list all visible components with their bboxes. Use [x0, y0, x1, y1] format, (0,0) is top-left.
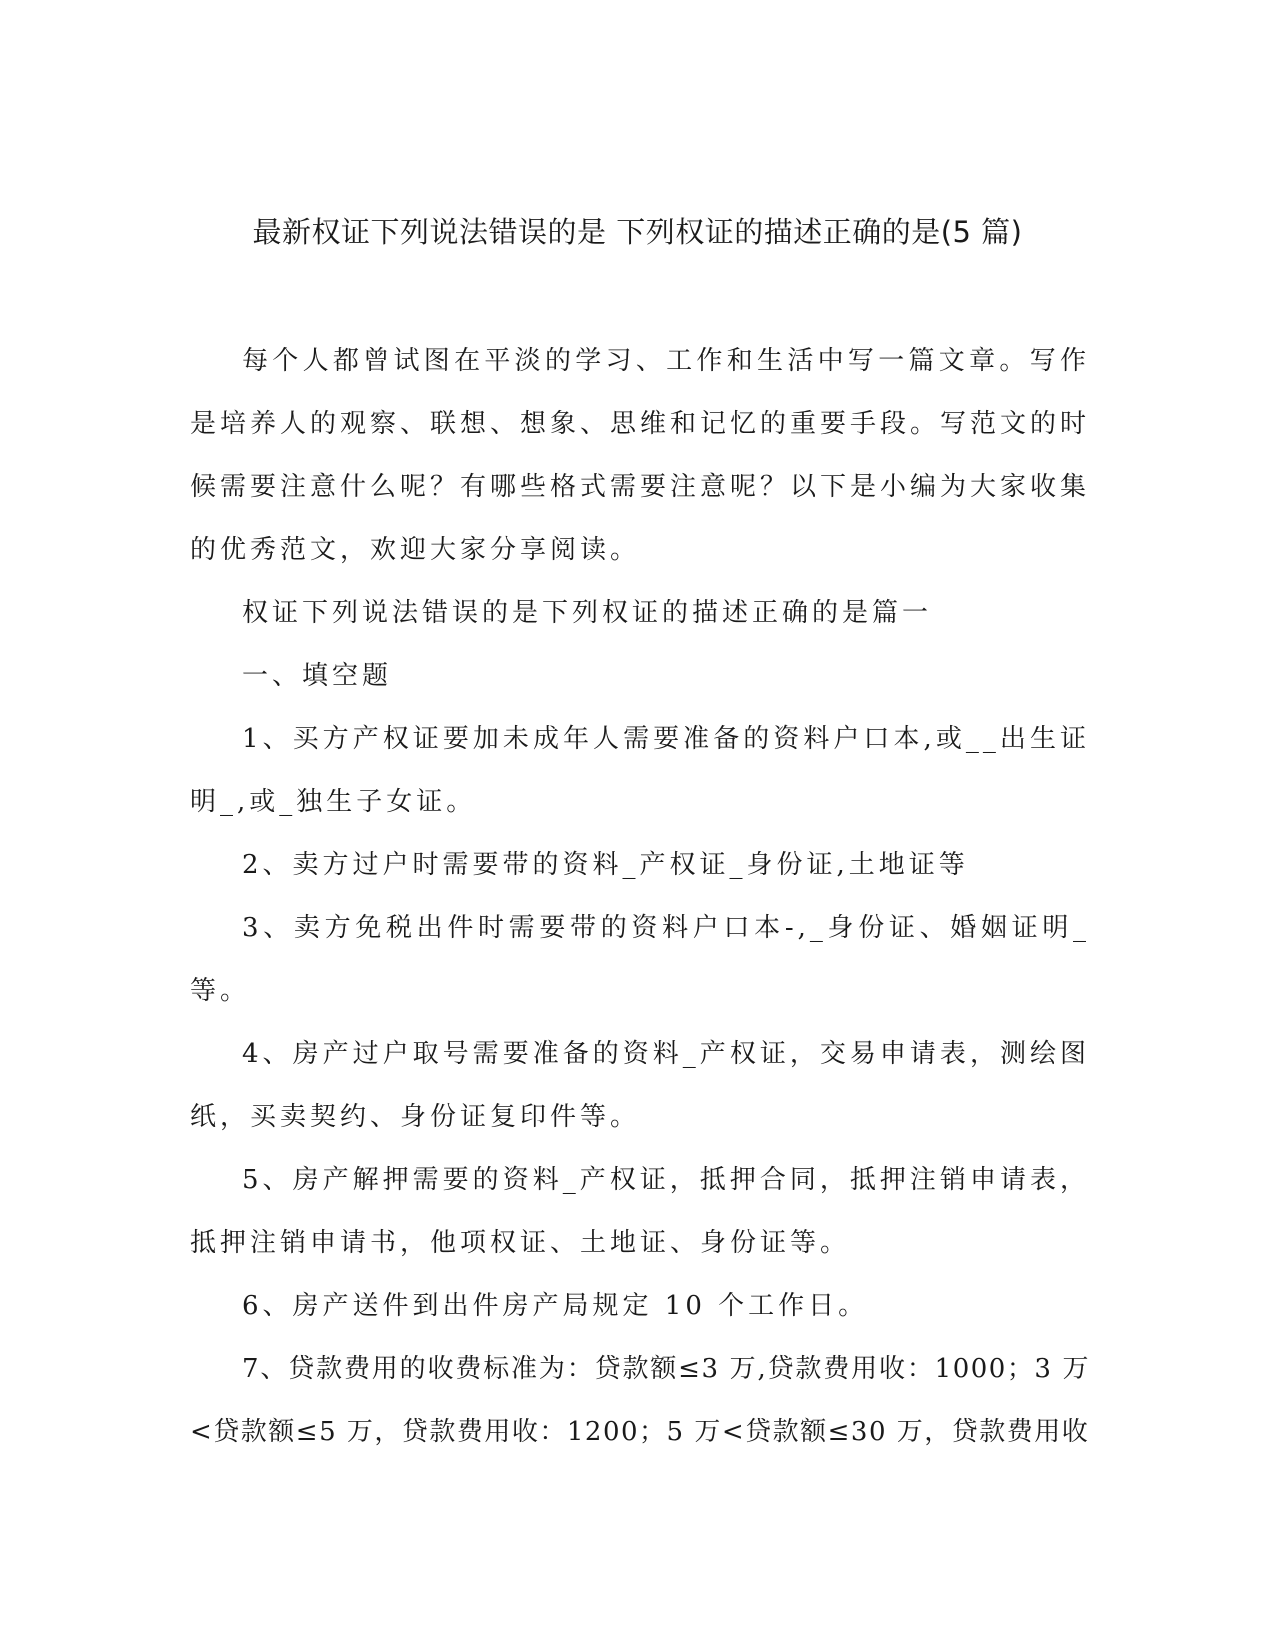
document-body [190, 330, 1090, 1464]
intro-paragraph: 每个人都曾试图在平淡的学习、工作和生活中写一篇文章。写作是培养人的观察、联想、想象、思维和记忆的重要手段。写范文的时候需要注意什么呢？有哪些格式需要注意呢？以下是小编为大家收集的优秀范文，欢迎大家分享阅读。 [190, 346, 1091, 565]
list-item-5: 5、房产解押需要的资料_产权证，抵押合同，抵押注销申请表，抵押注销申请书，他项权证、土地证、身份证等。 [190, 1165, 1090, 1258]
list-item-4: 4、房产过户取号需要准备的资料_产权证，交易申请表，测绘图纸，买卖契约、身份证复印件等。 [190, 1039, 1090, 1132]
list-item-3: 3、卖方免税出件时需要带的资料户口本-,_身份证、婚姻证明_等。 [190, 913, 1090, 1006]
section-heading: 权证下列说法错误的是下列权证的描述正确的是篇一 [242, 598, 933, 628]
list-item-6: 6、房产送件到出件房产局规定 10 个工作日。 [242, 1291, 869, 1321]
list-item-2: 2、卖方过户时需要带的资料_产权证_身份证,土地证等 [242, 850, 969, 880]
document-title: 最新权证下列说法错误的是 下列权证的描述正确的是(5 篇) [252, 215, 1023, 249]
list-item-7: 7、贷款费用的收费标准为：贷款额≤3 万,贷款费用收：1000；3 万<贷款额≤5 万，贷款费用收：1200；5 万<贷款额≤30 万，贷款费用收 [190, 1354, 1090, 1447]
subsection-heading: 一、填空题 [242, 661, 393, 691]
list-item-1: 1、买方产权证要加未成年人需要准备的资料户口本,或__出生证明_,或_独生子女证。 [190, 724, 1090, 817]
